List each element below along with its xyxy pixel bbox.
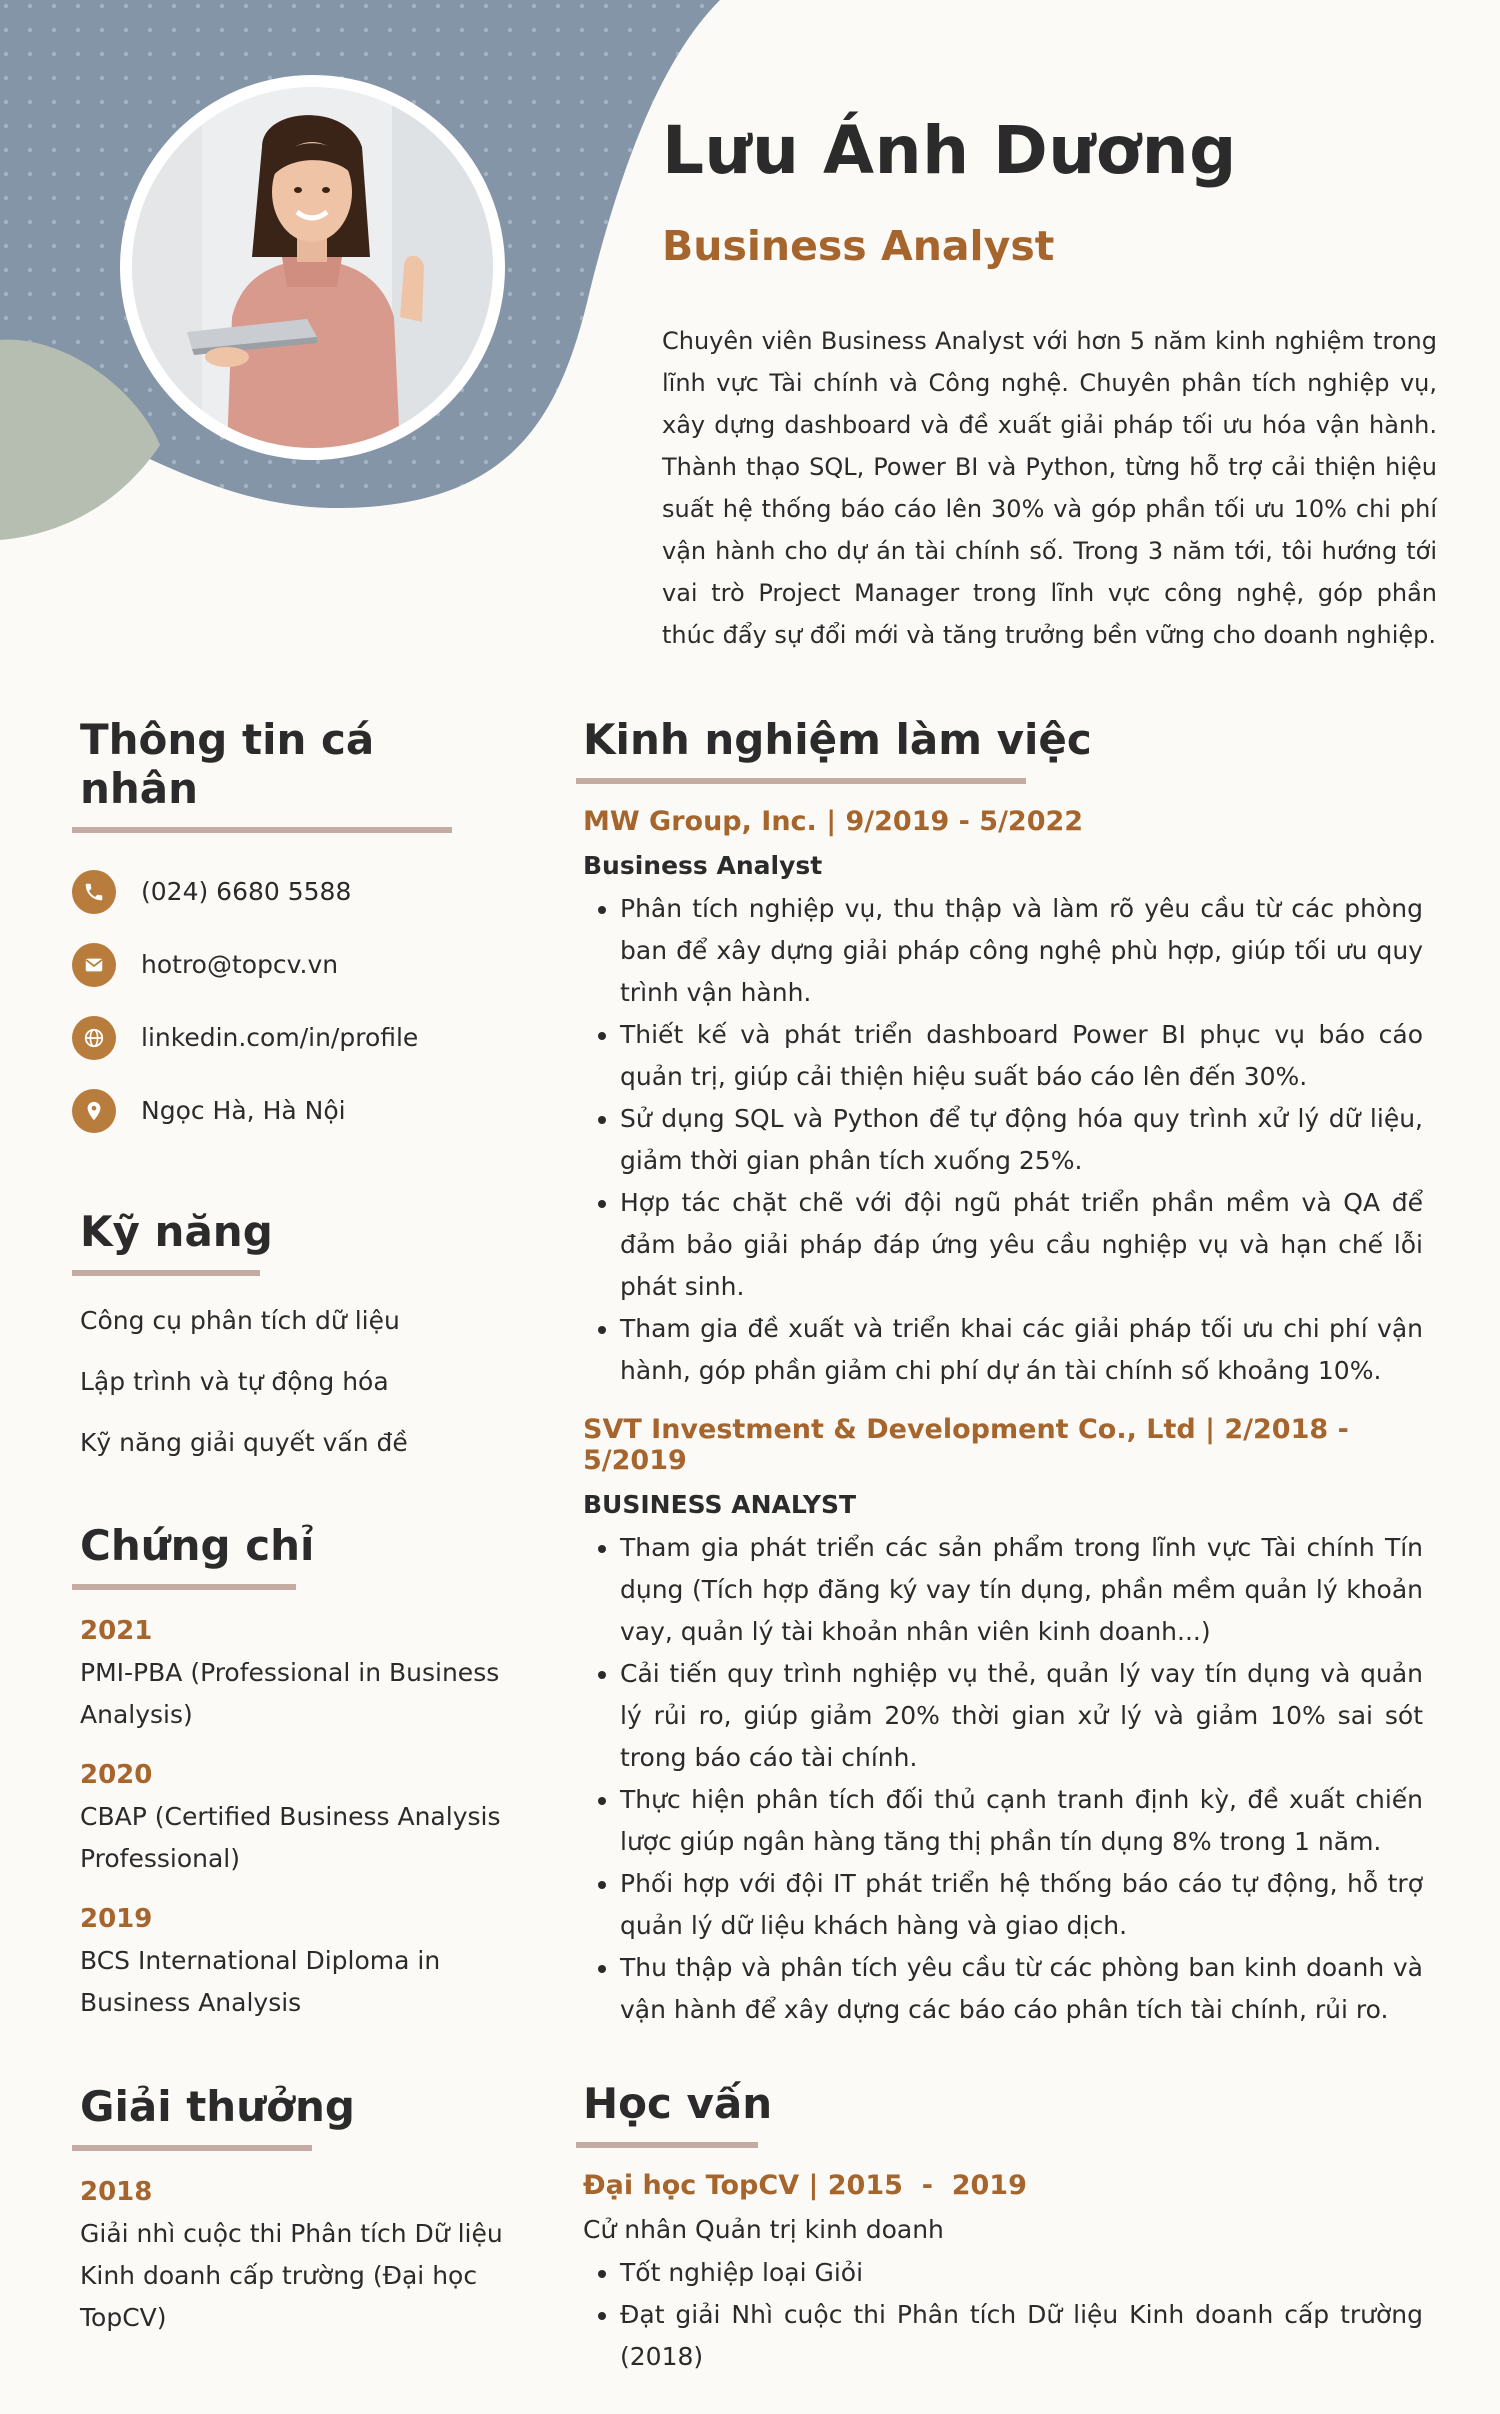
job-bullets xyxy=(583,1527,1423,2031)
certificate-year: 2021 xyxy=(80,1616,153,1646)
left-column xyxy=(80,715,510,2339)
job-period: 9/2019 - 5/2022 xyxy=(845,806,1084,837)
job-bullet: • Tham gia phát triển các sản phẩm trong lĩnh vực Tài chính Tín dụng (Tích hợp đăng ký vay tín dụng, phần mềm quản lý khoản vay, quản lý tài khoản nhân viên kinh doanh...) xyxy=(620,1527,1423,1653)
job-bullets xyxy=(583,888,1423,1392)
contact-item-email xyxy=(72,928,510,1001)
education-entry xyxy=(583,2170,1423,2378)
award-year: 2018 xyxy=(80,2177,153,2207)
job-bullet: • Cải tiến quy trình nghiệp vụ thẻ, quản lý vay tín dụng và quản lý rủi ro, giúp giảm 20% thời gian xử lý và giảm 10% sai sót trong báo cáo tài chính. xyxy=(620,1653,1423,1779)
candidate-role: Business Analyst xyxy=(662,222,1055,270)
job-bullet: • Tham gia đề xuất và triển khai các giải pháp tối ưu chi phí vận hành, góp phần giảm chi phí dự án tài chính số khoảng 10%. xyxy=(620,1308,1423,1392)
education-school: Đại học TopCV xyxy=(583,2170,800,2201)
job-entry xyxy=(583,1414,1423,2031)
profile-photo-frame xyxy=(120,75,505,460)
education-bullet: • Đạt giải Nhì cuộc thi Phân tích Dữ liệu Kinh doanh cấp trường (2018) xyxy=(620,2294,1423,2378)
job-separator: | xyxy=(826,806,846,837)
certificate-name: PMI-PBA (Professional in Business Analysis) xyxy=(80,1658,500,1729)
job-role: Business Analyst xyxy=(583,851,823,880)
certificates-title: Chứng chỉ xyxy=(80,1521,315,1570)
education-separator: | xyxy=(808,2170,828,2201)
contact-phone-text: (024) 6680 5588 xyxy=(141,877,352,906)
job-entry xyxy=(583,806,1423,1392)
personal-info-section xyxy=(80,715,510,1147)
experience-divider xyxy=(576,778,1026,784)
education-section xyxy=(583,2079,1423,2378)
skills-title: Kỹ năng xyxy=(80,1207,273,1256)
award-name: Giải nhì cuộc thi Phân tích Dữ liệu Kinh doanh cấp trường (Đại học TopCV) xyxy=(80,2219,503,2332)
certificate-year: 2019 xyxy=(80,1904,153,1934)
job-bullet: • Thu thập và phân tích yêu cầu từ các phòng ban kinh doanh và vận hành để xây dựng các báo cáo phân tích tài chính, rủi ro. xyxy=(620,1947,1423,2031)
job-bullet: • Thiết kế và phát triển dashboard Power BI phục vụ báo cáo quản trị, giúp cải thiện hiệu suất báo cáo lên đến 30%. xyxy=(620,1014,1423,1098)
job-company: SVT Investment & Development Co., Ltd xyxy=(583,1414,1196,1445)
experience-section xyxy=(583,715,1423,2031)
certificate-name: BCS International Diploma in Business Analysis xyxy=(80,1946,441,2017)
certificates-divider xyxy=(72,1584,296,1590)
contact-item-website xyxy=(72,1001,510,1074)
profile-photo xyxy=(132,87,493,448)
certificate-item xyxy=(80,1904,510,2024)
personal-info-title: Thông tin cá nhân xyxy=(80,715,375,813)
email-icon xyxy=(72,943,116,987)
skill-item: Kỹ năng giải quyết vấn đề xyxy=(80,1428,408,1457)
contact-list xyxy=(72,855,510,1147)
job-header xyxy=(583,1414,1423,1476)
personal-info-divider xyxy=(72,827,452,833)
summary-paragraph: Chuyên viên Business Analyst với hơn 5 năm kinh nghiệm trong lĩnh vực Tài chính và Công nghệ. Chuyên phân tích nghiệp vụ, xây dựng dashboard và đề xuất giải pháp tối ưu hóa vận hành. Thành thạo SQL, Power BI và Python, từng hỗ trợ cải thiện hiệu suất hệ thống báo cáo lên 30% và góp phần tối ưu 10% chi phí vận hành cho dự án tài chính số. Trong 3 năm tới, tôi hướng tới vai trò Project Manager trong lĩnh vực công nghệ, góp phần thúc đẩy sự đổi mới và tăng trưởng bền vững cho doanh nghiệp. xyxy=(662,327,1437,649)
experience-title: Kinh nghiệm làm việc xyxy=(583,715,1092,764)
skills-list xyxy=(80,1298,510,1481)
job-bullet: • Sử dụng SQL và Python để tự động hóa quy trình xử lý dữ liệu, giảm thời gian phân tích xuống 25%. xyxy=(620,1098,1423,1182)
skill-item: Lập trình và tự động hóa xyxy=(80,1367,389,1396)
education-bullet: • Tốt nghiệp loại Giỏi xyxy=(620,2252,1423,2294)
awards-title: Giải thưởng xyxy=(80,2082,355,2131)
education-header xyxy=(583,2170,1423,2201)
job-role: BUSINESS ANALYST xyxy=(583,1490,857,1519)
job-separator: | xyxy=(1205,1414,1225,1445)
education-bullets xyxy=(583,2252,1423,2378)
certificate-item xyxy=(80,1760,510,1880)
certificate-item xyxy=(80,1616,510,1736)
certificate-name: CBAP (Certified Business Analysis Professional) xyxy=(80,1802,501,1873)
job-bullet: • Phân tích nghiệp vụ, thu thập và làm rõ yêu cầu từ các phòng ban để xây dựng giải pháp công nghệ phù hợp, giúp tối ưu quy trình vận hành. xyxy=(620,888,1423,1014)
job-bullet: • Hợp tác chặt chẽ với đội ngũ phát triển phần mềm và QA để đảm bảo giải pháp đáp ứng yêu cầu nghiệp vụ và hạn chế lỗi phát sinh. xyxy=(620,1182,1423,1308)
education-period: 2015 - 2019 xyxy=(827,2170,1027,2201)
profile-photo-illustration xyxy=(132,87,493,448)
job-bullet: • Thực hiện phân tích đối thủ cạnh tranh định kỳ, đề xuất chiến lược giúp ngân hàng tăng thị phần tín dụng 8% trong 1 năm. xyxy=(620,1779,1423,1863)
candidate-name: Lưu Ánh Dương xyxy=(662,112,1237,189)
certificate-year: 2020 xyxy=(80,1760,153,1790)
education-title: Học vấn xyxy=(583,2079,773,2128)
right-column xyxy=(583,715,1423,2378)
award-item xyxy=(80,2177,510,2339)
awards-divider xyxy=(72,2145,312,2151)
phone-icon xyxy=(72,870,116,914)
contact-email-text: hotro@topcv.vn xyxy=(141,950,339,979)
contact-item-phone xyxy=(72,855,510,928)
contact-website-text: linkedin.com/in/profile xyxy=(141,1023,419,1052)
certificates-section xyxy=(80,1521,510,2024)
awards-section xyxy=(80,2082,510,2339)
location-icon xyxy=(72,1089,116,1133)
job-bullet: • Phối hợp với đội IT phát triển hệ thống báo cáo tự động, hỗ trợ quản lý dữ liệu khách hàng và giao dịch. xyxy=(620,1863,1423,1947)
contact-address-text: Ngọc Hà, Hà Nội xyxy=(141,1096,346,1125)
skills-section xyxy=(80,1207,510,1481)
education-divider xyxy=(576,2142,758,2148)
contact-item-address xyxy=(72,1074,510,1147)
job-header xyxy=(583,806,1423,837)
skill-item: Công cụ phân tích dữ liệu xyxy=(80,1306,400,1335)
globe-icon xyxy=(72,1016,116,1060)
skills-divider xyxy=(72,1270,260,1276)
job-period: 2/2018 - 5/2019 xyxy=(583,1414,1349,1476)
job-company: MW Group, Inc. xyxy=(583,806,817,837)
education-degree: Cử nhân Quản trị kinh doanh xyxy=(583,2215,944,2244)
